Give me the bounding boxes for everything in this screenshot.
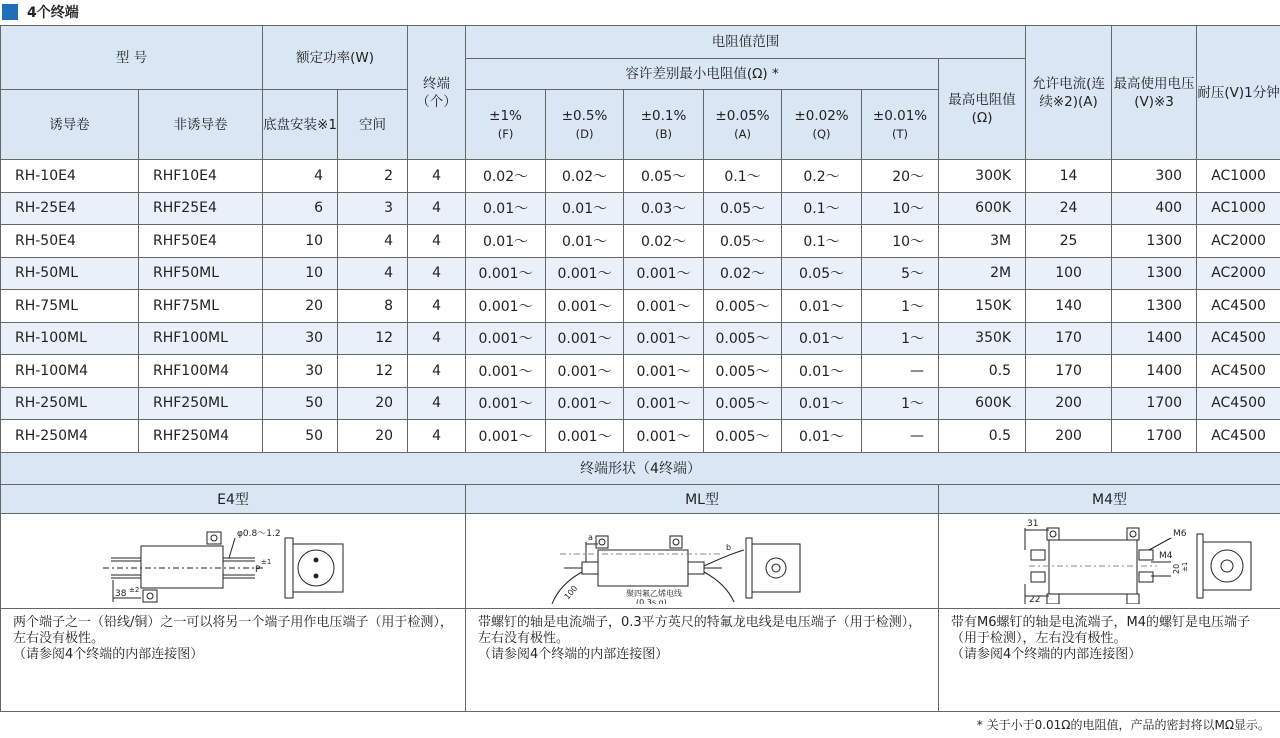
- section-title: [2, 1, 79, 23]
- cell-tol-q: 0.2～: [782, 160, 862, 193]
- cell-terminals: 4: [408, 192, 466, 225]
- cell-max-resistance: 0.5: [939, 355, 1026, 388]
- cell-tol-d: 0.01～: [546, 192, 624, 225]
- cell-tol-f: 0.01～: [466, 192, 546, 225]
- cell-model-inductive: RH-100ML: [1, 322, 139, 355]
- shape-desc-e4: 两个端子之一（铅线/铜）之一可以将另一个端子用作电压端子（用于检测），左右没有极性。 （请参阅4个终端的内部连接图）: [1, 608, 466, 711]
- cell-tol-a: 0.02～: [704, 257, 782, 290]
- table-row: [1, 355, 1280, 388]
- cell-allowable-current: 24: [1026, 192, 1112, 225]
- cell-power-chassis: 10: [263, 257, 338, 290]
- cell-max-voltage: 1300: [1112, 290, 1197, 323]
- shape-name-m4: M4型: [939, 484, 1280, 513]
- cell-tol-f: 0.001～: [466, 257, 546, 290]
- cell-max-resistance: 600K: [939, 387, 1026, 420]
- header-allowable-current: 允许电流(连续※2)(A): [1026, 26, 1112, 160]
- cell-allowable-current: 14: [1026, 160, 1112, 193]
- cell-power-air: 20: [338, 420, 408, 453]
- shape-name-ml: ML型: [466, 484, 939, 513]
- cell-tol-d: 0.001～: [546, 257, 624, 290]
- cell-tol-t: 10～: [862, 225, 939, 258]
- cell-tol-t: 1～: [862, 387, 939, 420]
- cell-max-resistance: 150K: [939, 290, 1026, 323]
- cell-tol-d: 0.01～: [546, 225, 624, 258]
- header-tol-b: ±0.1% (B): [624, 90, 704, 160]
- cell-model-inductive: RH-75ML: [1, 290, 139, 323]
- cell-tol-q: 0.01～: [782, 420, 862, 453]
- cell-tol-d: 0.001～: [546, 387, 624, 420]
- cell-model-inductive: RH-250M4: [1, 420, 139, 453]
- cell-tol-t: —: [862, 355, 939, 388]
- m4-dim-top: 31: [1027, 518, 1039, 529]
- e4-dim-tol: ±2: [129, 585, 140, 594]
- cell-terminals: 4: [408, 257, 466, 290]
- cell-tol-f: 0.001～: [466, 322, 546, 355]
- table-row: [1, 387, 1280, 420]
- cell-tol-b: 0.001～: [624, 420, 704, 453]
- header-rated-power: 额定功率(W): [263, 26, 408, 90]
- cell-power-chassis: 6: [263, 192, 338, 225]
- shape-section-title: 终端形状（4终端）: [1, 452, 1280, 484]
- cell-power-chassis: 4: [263, 160, 338, 193]
- table-row: [1, 257, 1280, 290]
- cell-allowable-current: 140: [1026, 290, 1112, 323]
- m4-dim-m6: M6: [1173, 528, 1187, 539]
- ml-wire-label: 聚四氟乙烯电线: [626, 588, 683, 598]
- e4-diagram: [23, 514, 443, 604]
- e4-dim-p: P: [255, 564, 261, 575]
- cell-tol-f: 0.001～: [466, 355, 546, 388]
- cell-withstand-voltage: AC4500: [1197, 387, 1280, 420]
- header-air: 空间: [338, 90, 408, 160]
- cell-model-non-inductive: RHF10E4: [139, 160, 263, 193]
- cell-max-voltage: 1700: [1112, 387, 1197, 420]
- header-tol-d: ±0.5% (D): [546, 90, 624, 160]
- cell-power-air: 12: [338, 355, 408, 388]
- header-chassis: 底盘安装※1: [263, 90, 338, 160]
- cell-model-inductive: RH-10E4: [1, 160, 139, 193]
- e4-dim-pm: ±1: [261, 557, 272, 566]
- header-tol-q: ±0.02% (Q): [782, 90, 862, 160]
- shape-figure-e4: [1, 513, 466, 608]
- cell-model-non-inductive: RHF50E4: [139, 225, 263, 258]
- cell-power-air: 2: [338, 160, 408, 193]
- cell-model-non-inductive: RHF250ML: [139, 387, 263, 420]
- cell-tol-b: 0.03～: [624, 192, 704, 225]
- header-model: 型 号: [1, 26, 263, 90]
- cell-allowable-current: 25: [1026, 225, 1112, 258]
- cell-tol-b: 0.001～: [624, 355, 704, 388]
- header-tol-t: ±0.01% (T): [862, 90, 939, 160]
- cell-max-voltage: 400: [1112, 192, 1197, 225]
- cell-power-chassis: 50: [263, 387, 338, 420]
- cell-withstand-voltage: AC1000: [1197, 192, 1280, 225]
- cell-model-non-inductive: RHF50ML: [139, 257, 263, 290]
- shape-name-e4: E4型: [1, 484, 466, 513]
- cell-withstand-voltage: AC4500: [1197, 290, 1280, 323]
- cell-power-chassis: 20: [263, 290, 338, 323]
- cell-power-chassis: 50: [263, 420, 338, 453]
- cell-model-non-inductive: RHF100ML: [139, 322, 263, 355]
- ml-wire-size: (0.3s q): [636, 597, 667, 604]
- cell-power-chassis: 10: [263, 225, 338, 258]
- header-terminals: 终端（个）: [408, 26, 466, 160]
- cell-tol-q: 0.01～: [782, 322, 862, 355]
- cell-max-voltage: 1700: [1112, 420, 1197, 453]
- table-row: [1, 420, 1280, 453]
- ml-dim-b: b: [726, 542, 732, 552]
- table-row: [1, 290, 1280, 323]
- cell-withstand-voltage: AC4500: [1197, 420, 1280, 453]
- cell-max-resistance: 300K: [939, 160, 1026, 193]
- cell-tol-a: 0.005～: [704, 420, 782, 453]
- cell-model-inductive: RH-50ML: [1, 257, 139, 290]
- cell-max-resistance: 3M: [939, 225, 1026, 258]
- cell-power-chassis: 30: [263, 355, 338, 388]
- m4-dim-bottom: 22: [1029, 594, 1041, 604]
- cell-power-air: 8: [338, 290, 408, 323]
- cell-tol-t: 5～: [862, 257, 939, 290]
- cell-max-resistance: 0.5: [939, 420, 1026, 453]
- cell-max-voltage: 1400: [1112, 355, 1197, 388]
- cell-model-inductive: RH-25E4: [1, 192, 139, 225]
- cell-model-non-inductive: RHF25E4: [139, 192, 263, 225]
- shape-desc-m4: 带有M6螺钉的轴是电流端子，M4的螺钉是电压端子（用于检测），左右没有极性。 （请参阅4个终端的内部连接图）: [939, 608, 1280, 711]
- cell-max-voltage: 300: [1112, 160, 1197, 193]
- table-row: [1, 225, 1280, 258]
- header-max-voltage: 最高使用电压(V)※3: [1112, 26, 1197, 160]
- cell-tol-f: 0.02～: [466, 160, 546, 193]
- cell-allowable-current: 170: [1026, 355, 1112, 388]
- table-row: [1, 160, 1280, 193]
- cell-tol-t: 10～: [862, 192, 939, 225]
- shape-figure-ml: [466, 513, 939, 608]
- cell-terminals: 4: [408, 225, 466, 258]
- cell-tol-q: 0.1～: [782, 225, 862, 258]
- cell-tol-t: 1～: [862, 290, 939, 323]
- header-inductive: 诱导卷: [1, 90, 139, 160]
- cell-max-voltage: 1300: [1112, 257, 1197, 290]
- cell-terminals: 4: [408, 290, 466, 323]
- cell-tol-d: 0.001～: [546, 322, 624, 355]
- cell-tol-q: 0.1～: [782, 192, 862, 225]
- cell-withstand-voltage: AC4500: [1197, 322, 1280, 355]
- cell-power-air: 3: [338, 192, 408, 225]
- table-row: [1, 322, 1280, 355]
- cell-withstand-voltage: AC2000: [1197, 225, 1280, 258]
- cell-tol-b: 0.05～: [624, 160, 704, 193]
- shape-figure-m4: [939, 513, 1280, 608]
- header-non-inductive: 非诱导卷: [139, 90, 263, 160]
- cell-tol-d: 0.02～: [546, 160, 624, 193]
- cell-tol-t: 20～: [862, 160, 939, 193]
- cell-max-resistance: 600K: [939, 192, 1026, 225]
- cell-tol-t: 1～: [862, 322, 939, 355]
- cell-allowable-current: 100: [1026, 257, 1112, 290]
- table-row: [1, 192, 1280, 225]
- m4-dim-pm: ±1: [1181, 561, 1190, 572]
- cell-allowable-current: 200: [1026, 387, 1112, 420]
- header-max-resistance: 最高电阻值(Ω): [939, 59, 1026, 160]
- cell-tol-a: 0.005～: [704, 322, 782, 355]
- cell-tol-a: 0.005～: [704, 290, 782, 323]
- cell-allowable-current: 200: [1026, 420, 1112, 453]
- m4-diagram: [939, 514, 1280, 604]
- cell-terminals: 4: [408, 420, 466, 453]
- cell-tol-t: —: [862, 420, 939, 453]
- cell-model-non-inductive: RHF100M4: [139, 355, 263, 388]
- cell-terminals: 4: [408, 160, 466, 193]
- cell-tol-f: 0.001～: [466, 387, 546, 420]
- cell-tol-a: 0.1～: [704, 160, 782, 193]
- header-resistance-range: 电阻值范围: [466, 26, 1026, 59]
- cell-withstand-voltage: AC1000: [1197, 160, 1280, 193]
- cell-tol-f: 0.001～: [466, 290, 546, 323]
- e4-dim-len: 38: [115, 588, 127, 599]
- header-tolerance: 容许差别最小电阻值(Ω) *: [466, 59, 939, 90]
- cell-model-non-inductive: RHF75ML: [139, 290, 263, 323]
- cell-allowable-current: 170: [1026, 322, 1112, 355]
- cell-power-chassis: 30: [263, 322, 338, 355]
- cell-withstand-voltage: AC4500: [1197, 355, 1280, 388]
- spec-table: [0, 25, 1280, 712]
- cell-model-inductive: RH-50E4: [1, 225, 139, 258]
- cell-tol-a: 0.05～: [704, 192, 782, 225]
- cell-withstand-voltage: AC2000: [1197, 257, 1280, 290]
- cell-max-resistance: 2M: [939, 257, 1026, 290]
- header-tol-f: ±1% (F): [466, 90, 546, 160]
- cell-tol-a: 0.05～: [704, 225, 782, 258]
- cell-power-air: 4: [338, 225, 408, 258]
- cell-tol-f: 0.01～: [466, 225, 546, 258]
- cell-max-voltage: 1400: [1112, 322, 1197, 355]
- cell-terminals: 4: [408, 355, 466, 388]
- cell-max-resistance: 350K: [939, 322, 1026, 355]
- cell-tol-q: 0.01～: [782, 290, 862, 323]
- cell-model-inductive: RH-100M4: [1, 355, 139, 388]
- m4-dim-h: 20: [1172, 563, 1182, 574]
- cell-model-inductive: RH-250ML: [1, 387, 139, 420]
- cell-tol-f: 0.001～: [466, 420, 546, 453]
- cell-power-air: 20: [338, 387, 408, 420]
- section-marker-icon: [2, 4, 18, 20]
- cell-tol-b: 0.001～: [624, 290, 704, 323]
- cell-tol-a: 0.005～: [704, 355, 782, 388]
- cell-tol-d: 0.001～: [546, 290, 624, 323]
- cell-tol-q: 0.05～: [782, 257, 862, 290]
- shape-desc-ml: 带螺钉的轴是电流端子，0.3平方英尺的特氟龙电线是电压端子（用于检测），左右没有极性。 （请参阅4个终端的内部连接图）: [466, 608, 939, 711]
- cell-tol-d: 0.001～: [546, 420, 624, 453]
- cell-tol-d: 0.001～: [546, 355, 624, 388]
- header-tol-a: ±0.05% (A): [704, 90, 782, 160]
- cell-tol-q: 0.01～: [782, 355, 862, 388]
- cell-terminals: 4: [408, 387, 466, 420]
- cell-max-voltage: 1300: [1112, 225, 1197, 258]
- cell-tol-b: 0.02～: [624, 225, 704, 258]
- m4-dim-m4: M4: [1159, 550, 1173, 561]
- cell-power-air: 12: [338, 322, 408, 355]
- e4-dim-wire: φ0.8～1.2: [237, 528, 281, 539]
- ml-dim-len: 100: [562, 583, 580, 601]
- cell-tol-b: 0.001～: [624, 257, 704, 290]
- cell-model-non-inductive: RHF250M4: [139, 420, 263, 453]
- section-title-text: 4个终端: [27, 5, 79, 21]
- cell-tol-b: 0.001～: [624, 387, 704, 420]
- ml-diagram: [490, 514, 914, 604]
- ml-dim-a: a: [588, 532, 593, 542]
- cell-tol-b: 0.001～: [624, 322, 704, 355]
- cell-tol-a: 0.005～: [704, 387, 782, 420]
- cell-terminals: 4: [408, 322, 466, 355]
- cell-tol-q: 0.01～: [782, 387, 862, 420]
- footnote: * 关于小于0.01Ω的电阻值，产品的密封将以MΩ显示。: [976, 718, 1270, 732]
- cell-power-air: 4: [338, 257, 408, 290]
- header-withstand: 耐压(V)1分钟: [1197, 26, 1280, 160]
